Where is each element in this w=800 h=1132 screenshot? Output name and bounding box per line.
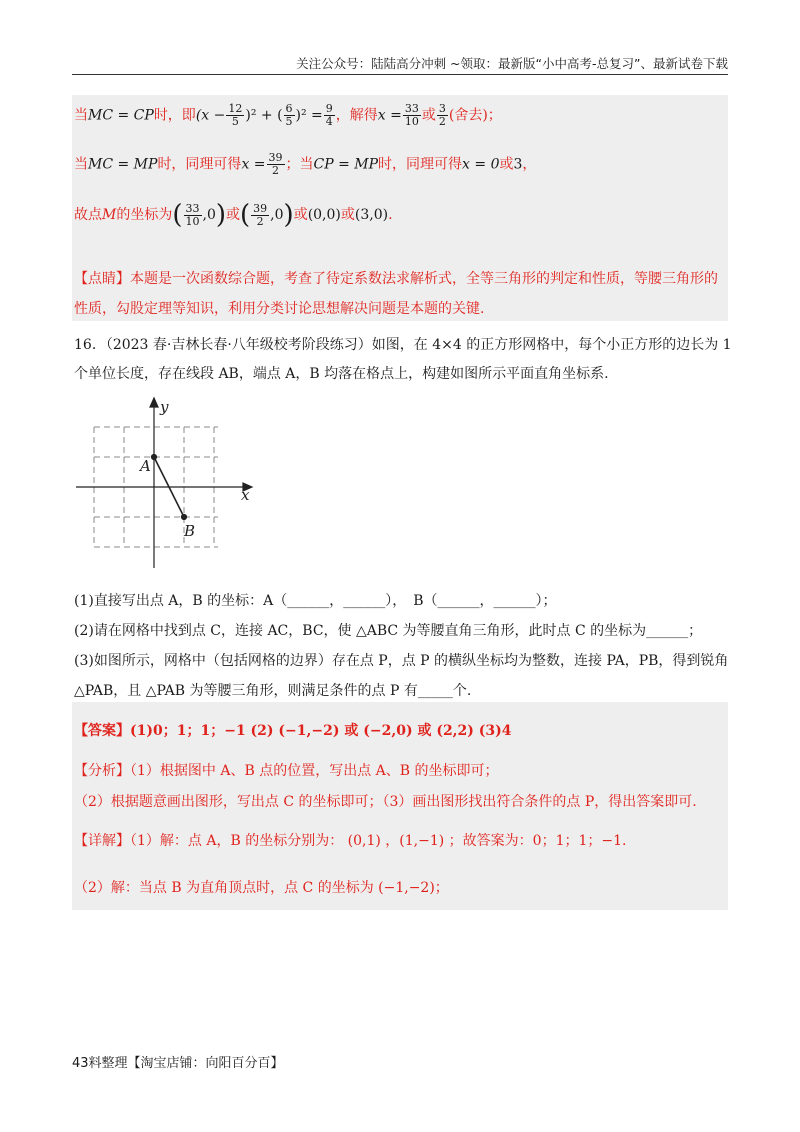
point-A-label: A (140, 457, 151, 475)
question-16-part-2: (2)请在网格中找到点 C，连接 AC，BC，使 △ABC 为等腰直角三角形，此时点 C 的坐标为______； (74, 623, 703, 639)
page-header (72, 52, 728, 75)
question-16-part-1: (1)直接写出点 A，B 的坐标：A（______，______）， B（______，______）； (74, 593, 557, 609)
question-16-line-2: 个单位长度，存在线段 AB，端点 A，B 均落在格点上，构建如图所示平面直角坐标系. (74, 366, 609, 382)
comment-line-1: 【点睛】本题是一次函数综合题，考查了待定系数法求解析式，全等三角形的判定和性质，等腰三角形的 (74, 271, 718, 287)
solution-line-3: 故点M的坐标为( $\frac{33}{10}$ ,0)或( $\frac{39}{2}$ ,0)或(0,0)或(3,0). (74, 200, 393, 230)
answer-line: 【答案】(1)0；1；1；−1 (2) (−1,−2) 或 (−2,0) 或 (2,2) (3)4 (74, 723, 512, 739)
comment-line-2: 性质，勾股定理等知识，利用分类讨论思想解决问题是本题的关键. (74, 301, 485, 317)
point-B-label: B (184, 522, 196, 540)
x-axis-label: x (241, 486, 250, 504)
grid-figure (72, 396, 262, 576)
analysis-line-2: （2）根据题意画出图形，写出点 C 的坐标即可；（3）画出图形找出符合条件的点 P，得出答案即可. (74, 794, 697, 810)
header-text: 关注公众号：陆陆高分冲刺 ~领取：最新版“小中高考-总复习”、最新试卷下载 (296, 56, 728, 71)
question-16-line-1: 16．（2023 春·吉林长春·八年级校考阶段练习）如图，在 4×4 的正方形网格中，每个小正方形的边长为 1 (74, 337, 732, 353)
solution-line-1: 当MC = CP时，即(x − $\frac{12}{5}$ )² + ( $\frac{6}{5}$ )² = $\frac{9}{4}$ ，解得x = $\frac{33}{10}$ 或 $\frac{3}{2}$ (舍去)； (74, 102, 502, 128)
question-16-part-3b: △PAB，且 △PAB 为等腰三角形，则满足条件的点 P 有_____个. (74, 683, 472, 699)
analysis-line-1: 【分析】（1）根据图中 A、B 点的位置，写出点 A、B 的坐标即可； (74, 763, 499, 779)
detail-line-2: （2）解：当点 B 为直角顶点时，点 C 的坐标为 (−1,−2)； (74, 880, 449, 896)
page-footer: 43料整理【淘宝店铺：向阳百分百】 (72, 1056, 284, 1071)
question-16-part-3a: (3)如图所示，网格中（包括网格的边界）存在点 P，点 P 的横纵坐标均为整数，连接 PA，PB，得到锐角 (74, 653, 729, 669)
y-axis-label: y (160, 398, 169, 416)
detail-line-1: 【详解】（1）解：点 A，B 的坐标分别为： (0,1) ，(1,−1) ；故答案为：0；1；1；−1. (74, 833, 627, 849)
solution-line-2: 当MC = MP时，同理可得x = $\frac{39}{2}$ ；当CP = MP时，同理可得x = 0或3， (74, 151, 537, 177)
